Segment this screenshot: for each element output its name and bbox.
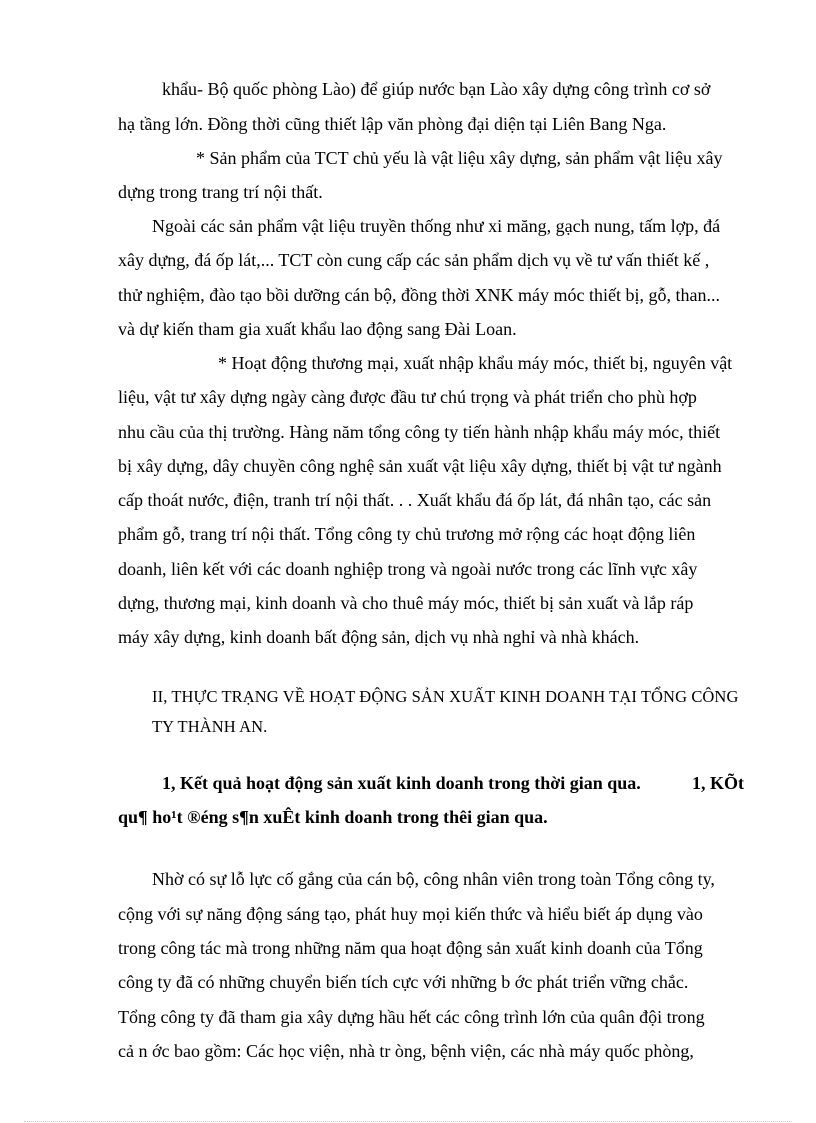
subheading-garbled-line: qu¶ ho¹t ®éng s¶n xuÊt kinh doanh trong thêi gian qua. [118, 807, 548, 827]
paragraph-line: Nhờ có sự lỗ lực cố gắng của cán bộ, công nhân viên trong toàn Tổng công ty, [152, 869, 715, 889]
paragraph-line: dựng trong trang trí nội thất. [118, 182, 323, 202]
paragraph-line: cấp thoát nước, điện, tranh trí nội thất. . . Xuất khẩu đá ốp lát, đá nhân tạo, các sản [118, 490, 712, 510]
paragraph-line: liệu, vật tư xây dựng ngày càng được đầu tư chú trọng và phát triển cho phù hợp [118, 387, 697, 407]
paragraph-line: * Sản phẩm của TCT chủ yếu là vật liệu xây dựng, sản phẩm vật liệu xây [196, 148, 723, 168]
paragraph-line: nhu cầu của thị trường. Hàng năm tổng công ty tiến hành nhập khẩu máy móc, thiết [118, 422, 721, 442]
paragraph-line: và dự kiến tham gia xuất khẩu lao động sang Đài Loan. [118, 319, 517, 339]
section-heading-line: TY THÀNH AN. [152, 717, 268, 736]
page-bottom-divider [24, 1121, 792, 1122]
paragraph-line: khẩu- Bộ quốc phòng Lào) để giúp nước bạn Lào xây dựng công trình cơ sở [162, 79, 711, 99]
section-heading-line: II, THỰC TRẠNG VỀ HOẠT ĐỘNG SẢN XUẤT KINH DOANH TẠI TỔNG CÔNG [152, 687, 739, 706]
subheading-garbled-part: 1, KÕt [692, 773, 744, 793]
paragraph-line: doanh, liên kết với các doanh nghiệp trong và ngoài nước trong các lĩnh vực xây [118, 559, 698, 579]
paragraph-line: thử nghiệm, đào tạo bồi dưỡng cán bộ, đồng thời XNK máy móc thiết bị, gỗ, than... [118, 285, 720, 305]
paragraph-line: cộng với sự năng động sáng tạo, phát huy mọi kiến thức và hiểu biết áp dụng vào [118, 904, 703, 924]
paragraph-line: dựng, thương mại, kinh doanh và cho thuê máy móc, thiết bị sản xuất và lắp ráp [118, 593, 694, 613]
paragraph-line: công ty đã có những chuyển biến tích cực với những b ớc phát triển vững chắc. [118, 972, 689, 992]
paragraph-line: Ngoài các sản phẩm vật liệu truyền thống như xi măng, gạch nung, tấm lợp, đá [152, 216, 721, 236]
paragraph-line: xây dựng, đá ốp lát,... TCT còn cung cấp các sản phẩm dịch vụ về tư vấn thiết kế , [118, 250, 710, 270]
paragraph-line: phẩm gỗ, trang trí nội thất. Tổng công ty chủ trương mở rộng các hoạt động liên [118, 524, 696, 544]
paragraph-line: máy xây dựng, kinh doanh bất động sản, dịch vụ nhà nghỉ và nhà khách. [118, 627, 640, 647]
paragraph-line: hạ tầng lớn. Đồng thời cũng thiết lập văn phòng đại diện tại Liên Bang Nga. [118, 114, 667, 134]
paragraph-line: bị xây dựng, dây chuyền công nghệ sản xuất vật liệu xây dựng, thiết bị vật tư ngành [118, 456, 722, 476]
subheading-part: 1, Kết quả hoạt động sản xuất kinh doanh trong thời gian qua. [162, 773, 641, 793]
paragraph-line: Tổng công ty đã tham gia xây dựng hầu hết các công trình lớn của quân đội trong [118, 1007, 705, 1027]
paragraph-line: trong công tác mà trong những năm qua hoạt động sản xuất kinh doanh của Tổng [118, 938, 703, 958]
paragraph-line: cả n ớc bao gồm: Các học viện, nhà tr òng, bệnh viện, các nhà máy quốc phòng, [118, 1041, 694, 1061]
paragraph-line: * Hoạt động thương mại, xuất nhập khẩu máy móc, thiết bị, nguyên vật [218, 353, 733, 373]
